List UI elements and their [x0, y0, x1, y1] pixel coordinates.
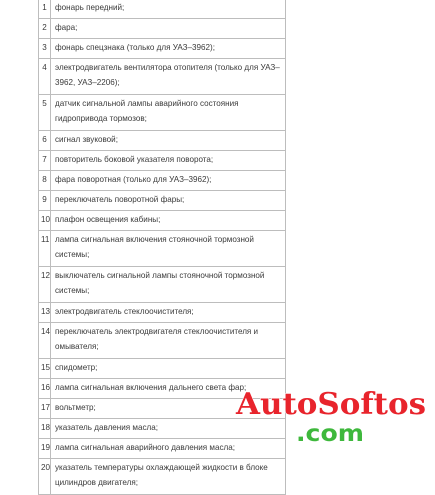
row-description: фонарь передний; — [51, 0, 286, 19]
row-description: датчик сигнальной лампы аварийного состояния гидропривода тормозов; — [51, 95, 286, 131]
parts-legend-table — [38, 0, 286, 495]
row-number: 15 — [39, 359, 51, 379]
row-description: лампа сигнальная включения стояночной тормозной системы; — [51, 231, 286, 267]
row-description: повторитель боковой указателя поворота; — [51, 151, 286, 171]
row-description: электродвигатель стеклоочистителя; — [51, 303, 286, 323]
row-number: 13 — [39, 303, 51, 323]
row-number: 8 — [39, 171, 51, 191]
row-number: 11 — [39, 231, 51, 267]
row-description: спидометр; — [51, 359, 286, 379]
row-number: 3 — [39, 39, 51, 59]
row-number: 12 — [39, 267, 51, 303]
row-description: фара поворотная (только для УАЗ–3962); — [51, 171, 286, 191]
row-description: переключатель электродвигателя стеклоочистителя и омывателя; — [51, 323, 286, 359]
row-number: 17 — [39, 399, 51, 419]
row-number: 4 — [39, 59, 51, 95]
table-row — [39, 379, 286, 399]
table-row — [39, 419, 286, 439]
row-number: 6 — [39, 131, 51, 151]
row-number: 7 — [39, 151, 51, 171]
table-row — [39, 191, 286, 211]
watermark-name: AutoSoftos — [234, 387, 426, 422]
table-row — [39, 95, 286, 131]
table-row — [39, 399, 286, 419]
table-row — [39, 267, 286, 303]
row-number: 9 — [39, 191, 51, 211]
row-description: фонарь спецзнака (только для УАЗ–3962); — [51, 39, 286, 59]
table-row — [39, 459, 286, 495]
row-description: плафон освещения кабины; — [51, 211, 286, 231]
table-row — [39, 211, 286, 231]
table-row — [39, 303, 286, 323]
row-number: 20 — [39, 459, 51, 495]
row-description: указатель температуры охлаждающей жидкости в блоке цилиндров двигателя; — [51, 459, 286, 495]
row-number: 14 — [39, 323, 51, 359]
watermark-domain: .com — [296, 421, 364, 447]
table-row — [39, 231, 286, 267]
table-row — [39, 323, 286, 359]
row-number: 19 — [39, 439, 51, 459]
table-row — [39, 0, 286, 19]
row-description: сигнал звуковой; — [51, 131, 286, 151]
table-row — [39, 19, 286, 39]
row-description: указатель давления масла; — [51, 419, 286, 439]
row-description: выключатель сигнальной лампы стояночной тормозной системы; — [51, 267, 286, 303]
parts-legend-body — [39, 0, 286, 495]
table-row — [39, 131, 286, 151]
row-number: 5 — [39, 95, 51, 131]
row-description: переключатель поворотной фары; — [51, 191, 286, 211]
row-number: 1 — [39, 0, 51, 19]
row-description: лампа сигнальная включения дальнего света фар; — [51, 379, 286, 399]
row-number: 10 — [39, 211, 51, 231]
row-number: 18 — [39, 419, 51, 439]
row-description: фара; — [51, 19, 286, 39]
row-number: 16 — [39, 379, 51, 399]
table-row — [39, 39, 286, 59]
table-row — [39, 151, 286, 171]
row-description: вольтметр; — [51, 399, 286, 419]
table-row — [39, 359, 286, 379]
table-row — [39, 59, 286, 95]
table-row — [39, 171, 286, 191]
row-description: лампа сигнальная аварийного давления масла; — [51, 439, 286, 459]
row-description: электродвигатель вентилятора отопителя (только для УАЗ–3962, УАЗ–2206); — [51, 59, 286, 95]
table-row — [39, 439, 286, 459]
row-number: 2 — [39, 19, 51, 39]
